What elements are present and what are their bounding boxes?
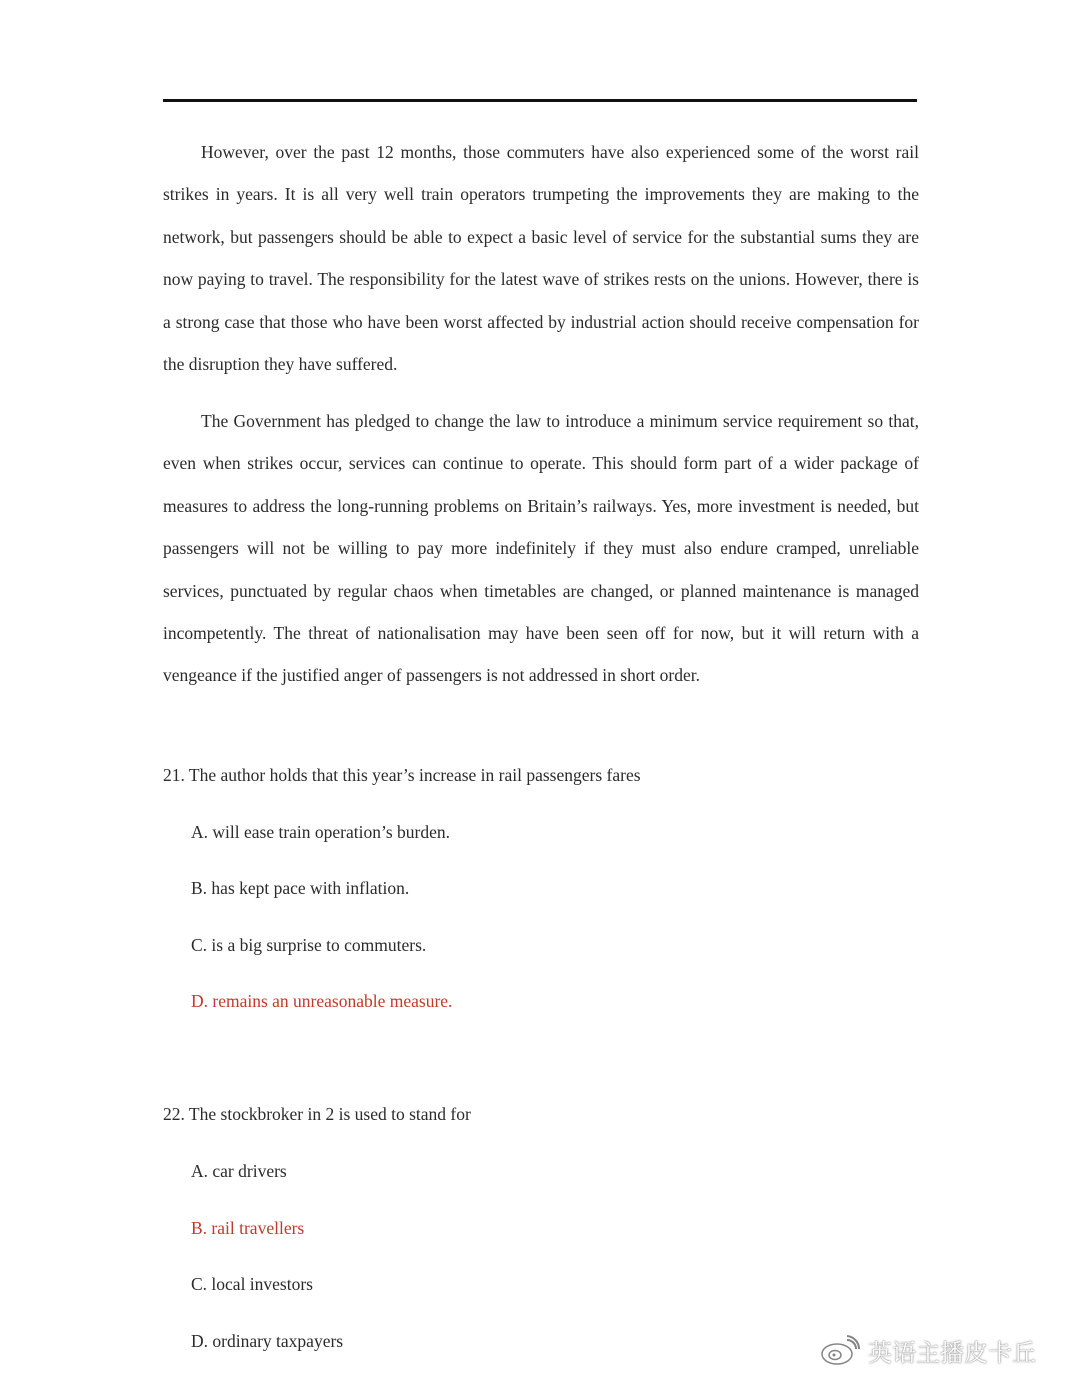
weibo-icon	[820, 1334, 860, 1366]
passage-paragraph-1: However, over the past 12 months, those commuters have also experienced some of the worst rail strikes in years. It is all very well train operators trumpeting the improvements they are making to the network, but passengers should be able to expect a basic level of service for the substantial sums they are now paying to travel. The responsibility for the latest wave of strikes rests on the unions. However, there is a strong case that those who have been worst affected by industrial action should receive compensation for the disruption they have suffered.	[163, 142, 919, 375]
watermark	[820, 1330, 1036, 1370]
question-22-option-c: C. local investors	[191, 1274, 313, 1294]
question-22-option-b-answer: B. rail travellers	[191, 1218, 305, 1238]
watermark-text: 英语主播皮卡丘	[868, 1338, 1036, 1367]
header-rule	[163, 99, 917, 102]
question-21-option-d-answer: D. remains an unreasonable measure.	[191, 991, 453, 1011]
question-21-option-a: A. will ease train operation’s burden.	[191, 822, 451, 842]
passage-paragraph-2: The Government has pledged to change the law to introduce a minimum service requirement so that, even when strikes occur, services can continue to operate. This should form part of a wider package of measures to address the long-running problems on Britain’s railways. Yes, more investment is needed, but passengers will not be willing to pay more indefinitely if they must also endure cramped, unreliable services, punctuated by regular chaos when timetables are changed, or planned maintenance is managed incompetently. The threat of nationalisation may have been seen off for now, but it will return with a vengeance if the justified anger of passengers is not addressed in short order.	[163, 411, 919, 686]
question-21-option-b: B. has kept pace with inflation.	[191, 878, 410, 898]
question-22-option-d: D. ordinary taxpayers	[191, 1331, 344, 1351]
question-22-option-a: A. car drivers	[191, 1161, 287, 1181]
question-22-stem: 22. The stockbroker in 2 is used to stand for	[163, 1104, 471, 1124]
question-21-option-c: C. is a big surprise to commuters.	[191, 935, 427, 955]
question-21-stem: 21. The author holds that this year’s increase in rail passengers fares	[163, 765, 641, 785]
